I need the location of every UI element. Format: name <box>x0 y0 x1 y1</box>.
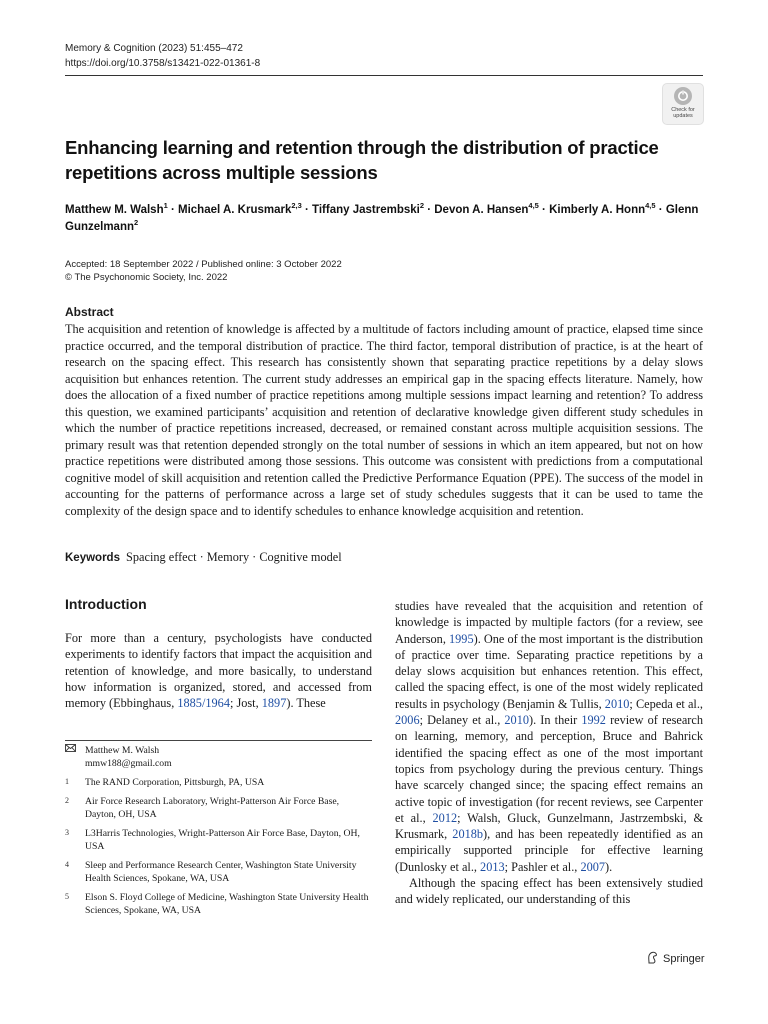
author-affiliation-mark: 4,5 <box>645 201 656 211</box>
doi-link[interactable]: https://doi.org/10.3758/s13421-022-01361-8 <box>65 58 261 69</box>
journal-citation: Memory & Cognition (2023) 51:455–472 <box>65 43 243 54</box>
corresponding-author <box>65 744 372 770</box>
affiliation-number: 5 <box>65 892 69 901</box>
citation-link[interactable]: 1897 <box>261 696 287 711</box>
intro-paragraph-1: For more than a century, psychologists have conducted experiments to identify factors that impact the acquisition and retention of knowledge, and more basically, to understand how information is organized, stored, and accessed from memory (Ebbinghaus, 1885/1964; Jost, 1897). These <box>65 631 372 711</box>
affiliation-number: 2 <box>65 796 69 805</box>
author-affiliation-mark: 2 <box>134 218 139 228</box>
article-title: Enhancing learning and retention through the distribution of practice repetitions across multiple sessions <box>65 137 659 183</box>
publisher-name: Springer <box>663 953 705 965</box>
author-affiliation-mark: 2,3 <box>291 201 302 211</box>
copyright: © The Psychonomic Society, Inc. 2022 <box>65 272 228 283</box>
affiliation-item <box>65 795 372 821</box>
springer-horse-icon <box>646 951 659 967</box>
affiliation-item <box>65 827 372 853</box>
left-column <box>65 630 372 711</box>
check-updates-icon <box>674 87 692 105</box>
badge-line-2: updates <box>673 113 693 119</box>
author-separator: · <box>424 204 435 216</box>
badge-line-1: Check for <box>671 107 695 113</box>
corresponding-name: Matthew M. Walsh <box>85 745 160 756</box>
abstract-text: The acquisition and retention of knowledge is affected by a multitude of factors including amount of practice, elapsed time since practice occurred, and the temporal distribution of practice. The third factor, temporal distribution of practice, is at the heart of research on the spacing effect. This research has consistently shown that separating practice repetitions by a delay slows acquisition but enhances retention. The current study addresses an empirical gap in the spacing effects literature. Namely, how does the allocation of a fixed number of practice repetitions among multiple sessions impact learning and retention? To address this question, we examined participants’ acquisition and retention of declarative knowledge given different study schedules in which the number of practice repetitions increased, decreased, or remained constant across multiple acquisition sessions. The primary result was that retention depended strongly on the total number of sessions in which an item appeared, but not on how practice repetitions were distributed among those sessions. This outcome was consistent with predictions from a computational cognitive model of skill acquisition and retention called the Predictive Performance Equation (PPE). The success of the model in accounting for the patterns of performance across a large set of study schedules suggests that it can be used to tame the complexity of the design space and to identify schedules to enhance knowledge acquisition and retention. <box>65 322 703 518</box>
author-name[interactable]: Glenn Gunzelmann <box>65 204 699 233</box>
affiliation-item <box>65 859 372 885</box>
check-for-updates-badge[interactable] <box>662 83 704 125</box>
author-name[interactable]: Michael A. Krusmark <box>178 204 292 216</box>
citation-link[interactable]: 2013 <box>480 859 505 874</box>
affiliation-item <box>65 891 372 917</box>
affiliation-item <box>65 776 372 789</box>
author-name[interactable]: Devon A. Hansen <box>434 204 529 216</box>
author-name[interactable]: Tiffany Jastrembski <box>312 204 420 216</box>
affiliation-text: L3Harris Technologies, Wright-Patterson Air Force Base, Dayton, OH, USA <box>85 828 360 852</box>
author-separator: · <box>167 204 179 216</box>
citation-link[interactable]: 2006 <box>395 713 420 728</box>
citation-link[interactable]: 1995 <box>449 631 474 646</box>
abstract-heading: Abstract <box>65 305 114 319</box>
affiliation-text: The RAND Corporation, Pittsburgh, PA, USA <box>85 777 265 788</box>
accepted-published: Accepted: 18 September 2022 / Published online: 3 October 2022 <box>65 259 342 270</box>
author-list <box>65 202 705 236</box>
citation-link[interactable]: 2007 <box>580 859 606 874</box>
affiliation-list <box>65 776 372 917</box>
affiliation-text: Elson S. Floyd College of Medicine, Washington State University Health Sciences, Spokane, WA, USA <box>85 892 369 916</box>
publication-dates <box>65 258 342 284</box>
footnotes <box>65 744 372 923</box>
affiliation-number: 3 <box>65 828 69 837</box>
affiliation-text: Air Force Research Laboratory, Wright-Patterson Air Force Base, Dayton, OH, USA <box>85 796 340 820</box>
author-name[interactable]: Matthew M. Walsh <box>65 204 164 216</box>
keywords <box>65 549 342 566</box>
intro-paragraph-2: Although the spacing effect has been extensively studied and widely replicated, our understanding of this <box>395 876 703 907</box>
author-affiliation-mark: 1 <box>163 201 168 211</box>
citation-link[interactable]: 2012 <box>432 810 458 825</box>
author-separator: · <box>538 204 550 216</box>
corresponding-email[interactable]: mmw188@gmail.com <box>85 758 172 769</box>
author-affiliation-mark: 4,5 <box>528 201 539 211</box>
right-column <box>395 598 703 908</box>
affiliation-number: 4 <box>65 860 69 869</box>
intro-paragraph-1-continued: studies have revealed that the acquisition and retention of knowledge is impacted by multiple factors (for a review, see Anderson, 1995). One of the most important is the distribution of practice over time. Separating practice repetitions by a delay slows acquisition but enhances retention. This effect, called the spacing effect, is one of the most widely replicated results in psychology (Benjamin & Tullis, 2010; Cepeda et al., 2006; Delaney et al., 2010). In their 1992 review of research on learning, memory, and perception, Bruce and Bahrick identified the spacing effect as one of the most important topics from psychology during the previous century. Things have scarcely changed since; the spacing effect remains an active topic of investigation (for recent reviews, see Carpenter et al., 2012; Walsh, Gluck, Gunzelmann, Jastrzembski, & Krusmark, 2018b), and has been repeatedly identified as an empirically supported principle for effective learning (Dunlosky et al., 2013; Pashler et al., 2007). <box>395 599 704 874</box>
citation-link[interactable]: 2010 <box>504 713 529 728</box>
header-rule <box>65 75 703 76</box>
envelope-icon <box>65 744 85 770</box>
citation-link[interactable]: 1992 <box>581 713 606 728</box>
citation-link[interactable]: 2018b <box>452 827 484 842</box>
footnote-rule <box>65 740 372 741</box>
publisher-logo <box>646 951 705 967</box>
author-affiliation-mark: 2 <box>419 201 425 211</box>
author-separator: · <box>301 204 313 216</box>
citation-link[interactable]: 1885/1964 <box>177 696 230 711</box>
keywords-label: Keywords <box>65 552 120 564</box>
affiliation-text: Sleep and Performance Research Center, Washington State University Health Sciences, Spokane, WA, USA <box>85 860 357 884</box>
affiliation-number: 1 <box>65 777 69 786</box>
introduction-heading: Introduction <box>65 596 147 612</box>
citation-link[interactable]: 2010 <box>604 696 630 711</box>
author-name[interactable]: Kimberly A. Honn <box>549 204 646 216</box>
journal-header <box>65 41 260 71</box>
author-separator: · <box>655 204 666 216</box>
keywords-text: Spacing effect · Memory · Cognitive model <box>126 550 342 564</box>
